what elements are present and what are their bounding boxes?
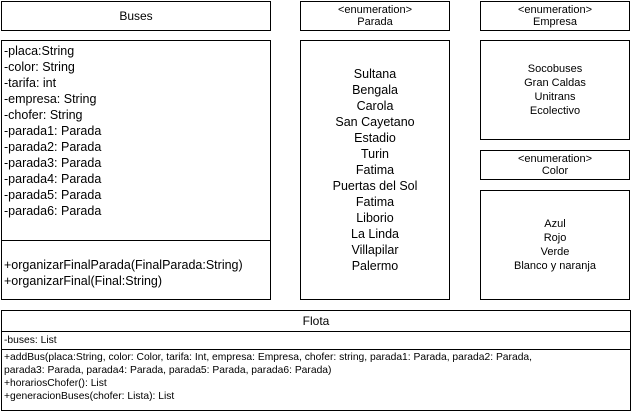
parada-value: Sultana: [353, 67, 397, 81]
buses-attribute: -empresa: String: [4, 92, 97, 106]
parada-value: Turin: [360, 147, 389, 161]
buses-divider: [2, 240, 270, 241]
parada-value: Estadio: [354, 131, 396, 145]
flota-operation: +generacionBuses(chofer: Lista): List: [4, 391, 175, 402]
flota-operation: +horariosChofer(): List: [4, 378, 107, 389]
parada-value: Puertas del Sol: [332, 179, 418, 193]
buses-attribute: -tarifa: int: [4, 76, 57, 90]
empresa-value: Unitrans: [534, 91, 576, 103]
parada-value: Fatima: [355, 163, 395, 177]
buses-attribute: -chofer: String: [4, 108, 83, 122]
color-value: Verde: [540, 246, 570, 258]
buses-operations: [2, 255, 243, 289]
flota-operations: [2, 351, 532, 403]
empresa-value: Gran Caldas: [524, 77, 586, 89]
color-value: Rojo: [543, 232, 567, 244]
buses-operation: +organizarFinalParada(FinalParada:String): [4, 258, 243, 272]
parada-enum-body: [300, 40, 450, 300]
color-enum-header: [480, 150, 630, 180]
buses-attribute: -parada2: Parada: [4, 140, 102, 154]
color-title: Color: [541, 165, 569, 177]
parada-title: Parada: [357, 16, 393, 28]
parada-value: La Linda: [351, 227, 399, 241]
empresa-enum-header: [480, 1, 630, 31]
empresa-value: Ecolectivo: [529, 105, 581, 117]
parada-value: Bengala: [352, 83, 398, 97]
buses-attribute: -placa:String: [4, 44, 75, 58]
buses-class-title: Buses: [119, 9, 153, 23]
buses-attribute: -color: String: [4, 60, 75, 74]
parada-stereotype: <enumeration>: [338, 4, 412, 16]
empresa-enum-body: [480, 40, 630, 140]
parada-enum-header: [300, 1, 450, 31]
parada-value: Fatima: [355, 195, 395, 209]
buses-attributes: [2, 41, 270, 219]
buses-attribute: -parada6: Parada: [4, 204, 102, 218]
color-enum-body: [480, 190, 630, 300]
flota-operation: +addBus(placa:String, color: Color, tarifa: Int, empresa: Empresa, chofer: string, parada1: Parada, parada2: Parada,: [4, 352, 533, 363]
buses-attribute: -parada4: Parada: [4, 172, 102, 186]
flota-attribute-divider: [2, 349, 630, 350]
buses-attribute: -parada5: Parada: [4, 188, 102, 202]
color-stereotype: <enumeration>: [518, 153, 592, 165]
buses-operation: +organizarFinal(Final:String): [4, 274, 163, 288]
color-value: Azul: [544, 218, 566, 230]
buses-attribute: -parada1: Parada: [4, 124, 102, 138]
flota-title-divider: [2, 331, 630, 332]
parada-value: Palermo: [351, 259, 399, 273]
flota-operation: parada3: Parada, parada4: Parada, parada5: Parada, parada6: Parada): [4, 365, 332, 376]
flota-class-title: Flota: [302, 314, 330, 328]
parada-value: San Cayetano: [335, 115, 415, 129]
empresa-stereotype: <enumeration>: [518, 4, 592, 16]
color-value: Blanco y naranja: [514, 260, 596, 272]
parada-value: Liborio: [356, 211, 394, 225]
empresa-title: Empresa: [532, 16, 578, 28]
empresa-value: Socobuses: [527, 63, 583, 75]
buses-class-body: [1, 40, 271, 300]
flota-attribute: -buses: List: [4, 335, 57, 346]
buses-attribute: -parada3: Parada: [4, 156, 102, 170]
buses-class-header: [1, 1, 271, 31]
flota-class: [1, 310, 631, 411]
parada-value: Villapilar: [351, 243, 399, 257]
parada-value: Carola: [356, 99, 394, 113]
